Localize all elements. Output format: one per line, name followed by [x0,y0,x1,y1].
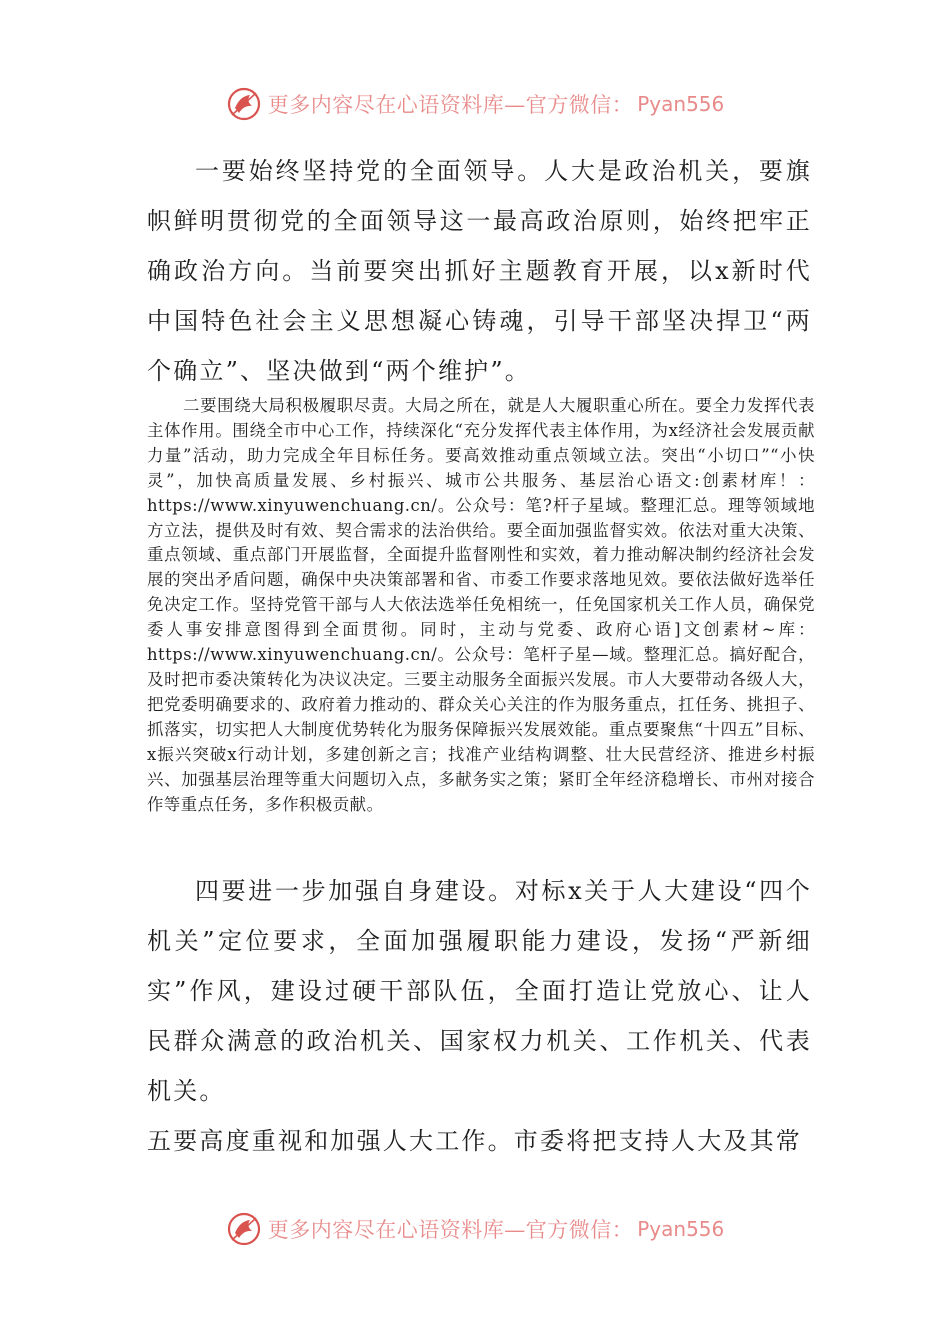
watermark-text: 更多内容尽在心语资料库—官方微信： [267,1218,634,1242]
seal-logo-icon [226,86,262,122]
paragraph-one: 一要始终坚持党的全面领导。人大是政治机关，要旗帜鲜明贯彻党的全面领导这一最高政治原则，始终把牢正确政治方向。当前要突出抓好主题教育开展，以x新时代中国特色社会主义思想凝心铸魂，引导干部坚决捍卫“两个确立”、坚决做到“两个维护”。 [147,157,812,385]
watermark-wechat-id: Pyan556 [637,92,725,116]
watermark-header [0,82,950,126]
watermark-wechat-id: Pyan556 [637,1217,725,1241]
paragraph-two: 二要围绕大局积极履职尽责。大局之所在，就是人大履职重心所在。要全力发挥代表主体作用。围绕全市中心工作，持续深化“充分发挥代表主体作用，为x经济社会发展贡献力量”活动，助力完成全年目标任务。要高效推动重点领域立法。突出“小切口”“小快灵”，加快高质量发展、乡村振兴、城市公共服务、基层治心语文:创素材库！：https://www.xinyuwenchuang.cn/。公众号：笔?杆子星域。整理汇总。理等领域地方立法，提供及时有效、契合需求的法治供给。要全面加强监督实效。依法对重大决策、重点领域、重点部门开展监督，全面提升监督刚性和实效，着力推动解决制约经济社会发展的突出矛盾问题，确保中央决策部署和省、市委工作要求落地见效。要依法做好选举任免决定工作。坚持党管干部与人大依法选举任免相统一，任免国家机关工作人员，确保党委人事安排意图得到全面贯彻。同时，主动与党委、政府心语]文创素材~库：https://www.xinyuwenchuang.cn/。公众号：笔杆子星—域。整理汇总。搞好配合，及时把市委决策转化为决议决定。三要主动服务全面振兴发展。市人大要带动各级人大，把党委明确要求的、政府着力推动的、群众关心关注的作为服务重点，扛任务、挑担子、抓落实，切实把人大制度优势转化为服务保障振兴发展效能。重点要聚焦“十四五”目标、x振兴突破x行动计划，多建创新之言；找准产业结构调整、壮大民营经济、推进乡村振兴、加强基层治理等重大问题切入点，多献务实之策；紧盯全年经济稳增长、市州对接合作等重点任务，多作积极贡献。 [147,396,815,814]
paragraph-four: 五要高度重视和加强人大工作。市委将把支持人大及其常 [147,1127,802,1155]
paragraph-three: 四要进一步加强自身建设。对标x关于人大建设“四个机关”定位要求，全面加强履职能力建设，发扬“严新细实”作风，建设过硬干部队伍，全面打造让党放心、让人民群众满意的政治机关、国家权力机关、工作机关、代表机关。 [147,877,812,1105]
watermark-footer [0,1207,950,1251]
watermark-text: 更多内容尽在心语资料库—官方微信： [267,93,634,117]
seal-logo-icon [226,1211,262,1247]
